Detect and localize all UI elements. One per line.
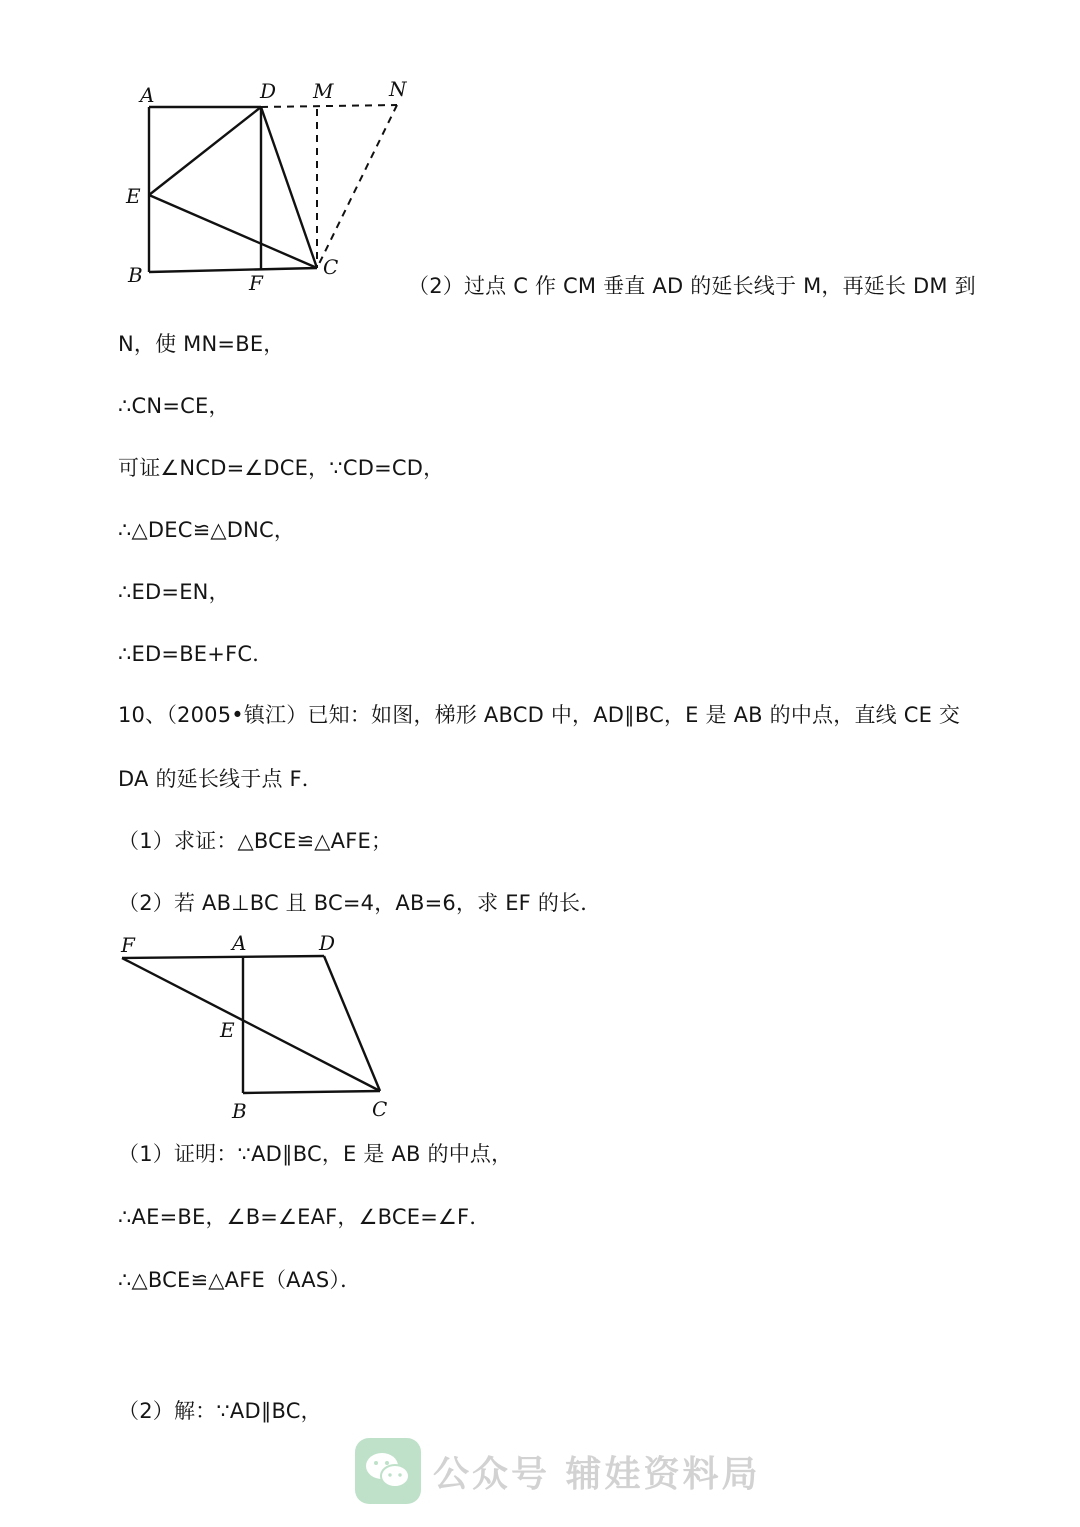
label-A: A [232,931,247,955]
text-line-6: ∴ED=EN， [118,580,230,604]
label-F: F [121,933,135,957]
label-M: M [313,79,334,103]
label-B: B [128,263,143,287]
text-line-5: ∴△DEC≌△DNC， [118,518,296,542]
wechat-icon [355,1438,421,1504]
text-line-1: （2）过点 C 作 CM 垂直 AD 的延长线于 M，再延长 DM 到 [408,274,976,298]
dashed-NC [317,105,397,268]
watermark-text: 公众号 辅娃资料局 [433,1453,761,1495]
segment-DE [149,107,261,195]
problem-10-statement: 10、（2005•镇江）已知：如图，梯形 ABCD 中，AD∥BC，E 是 AB 的中点，直线 CE 交 [118,703,961,727]
segment-FC [122,958,380,1091]
problem-10-part-2: （2）若 AB⊥BC 且 BC=4，AB=6，求 EF 的长． [118,891,602,915]
label-C: C [323,255,339,279]
label-B: B [232,1099,247,1123]
text-line-2: N，使 MN=BE， [118,332,285,356]
text-line-3: ∴CN=CE， [118,394,230,418]
label-F: F [249,271,263,295]
watermark [355,1436,761,1506]
label-C: C [372,1097,388,1121]
label-A: A [140,83,155,107]
problem-10-statement-cont: DA 的延长线于点 F． [118,767,323,791]
proof-line-2: ∴AE=BE，∠B=∠EAF，∠BCE=∠F． [118,1205,491,1229]
segment-DC [261,107,317,268]
figure-2-svg [112,930,402,1130]
proof-line-3: ∴△BCE≌△AFE（AAS）． [118,1268,362,1292]
segment-DC [324,956,380,1091]
label-D: D [260,79,277,103]
segment-BC [243,1091,380,1093]
geometry-figure-2 [112,930,402,1130]
geometry-figure-1 [110,72,420,297]
label-N: N [389,77,407,101]
problem-10-part-1: （1）求证：△BCE≌△AFE； [118,829,393,853]
solution-line-1: （2）解：∵AD∥BC， [118,1399,322,1423]
proof-line-1: （1）证明：∵AD∥BC，E 是 AB 的中点， [118,1142,513,1166]
text-line-4: 可证∠NCD=∠DCE，∵CD=CD， [118,456,445,480]
segment-FD [122,956,324,958]
figure-1-svg [110,72,420,297]
segment-BC [149,268,317,272]
segment-EC [149,195,317,268]
dashed-DN [261,105,397,107]
label-E: E [126,184,141,208]
label-D: D [319,931,336,955]
label-E: E [220,1018,235,1042]
text-line-7: ∴ED=BE+FC． [118,642,274,666]
